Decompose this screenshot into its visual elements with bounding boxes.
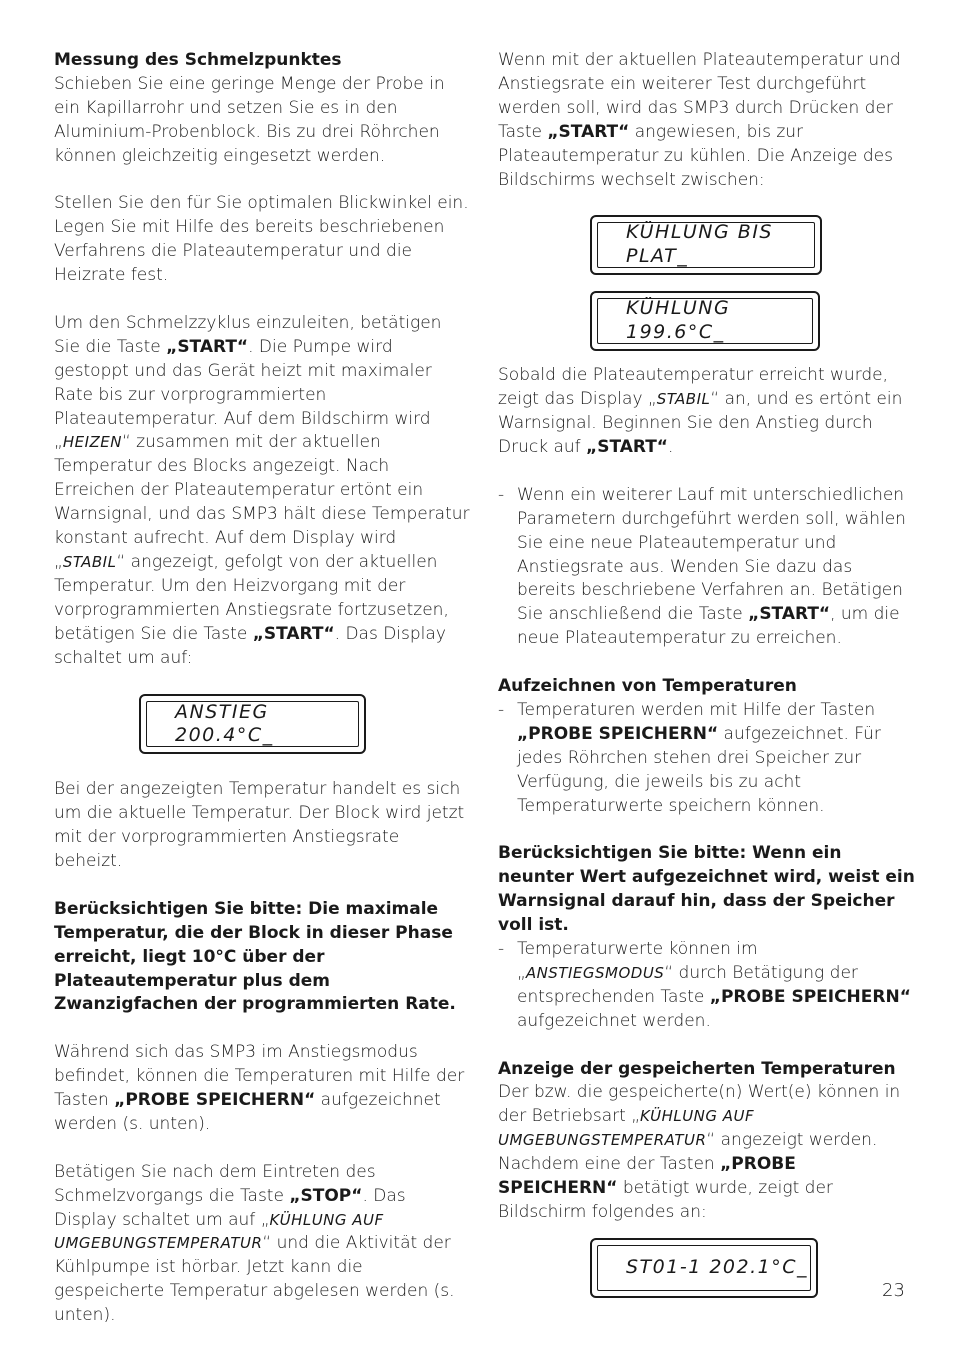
list-item-anstiegsmodus: [498, 938, 916, 1034]
paragraph-blickwinkel: Stellen Sie den für Sie optimalen Blickwinkel ein. Legen Sie mit Hilfe des bereits beschriebenen Verfahrens die Plateautemperatur und die Heizrate fest.: [54, 193, 469, 286]
display-term-anstiegsmodus: ANSTIEGSMODUS: [525, 963, 665, 982]
probe-speichern-key-label: „PROBE SPEICHERN“: [517, 723, 719, 744]
text: . Das Display schaltet um auf „: [54, 1185, 406, 1230]
section-heading-anzeige: Anzeige der gespeicherten Temperaturen: [498, 1058, 896, 1079]
text: . Die Pumpe wird gestoppt und das Gerät heizt mit maximaler Rate bis zur vorprogrammierten Plateautemperatur. Auf dem Bildschirm wird „: [54, 336, 432, 453]
text: . Das Display schaltet um auf:: [54, 623, 446, 668]
lcd-display-anstieg: [139, 694, 366, 754]
display-term-heizen: HEIZEN: [62, 433, 122, 452]
paragraph-stabil: [498, 364, 916, 460]
lcd-text: KÜHLUNG 199.6°C_: [597, 298, 813, 344]
display-term-stabil: STABIL: [62, 553, 117, 571]
text: Temperaturen werden mit Hilfe der Tasten: [517, 699, 876, 720]
start-key-label: „START“: [252, 623, 335, 644]
lcd-display-st01: [590, 1238, 818, 1298]
text: “ durch Betätigung der entsprechenden Taste: [517, 962, 858, 1007]
lcd-text: ST01-1 202.1°C_: [597, 1245, 811, 1291]
start-key-label: „START“: [547, 121, 630, 142]
probe-speichern-key-label: „PROBE SPEICHERN“: [114, 1090, 316, 1111]
right-column: [498, 49, 916, 1322]
display-term-kuehlung: KÜHLUNG AUF UMGEBUNGSTEMPERATUR: [54, 1210, 384, 1253]
paragraph-probe: Schieben Sie eine geringe Menge der Probe in ein Kapillarrohr und setzen Sie es in den Aluminium-Probenblock. Bis zu drei Röhrchen können gleichzeitig eingesetzt werden.: [54, 73, 445, 166]
left-column: [54, 49, 470, 1352]
display-term-stabil: STABIL: [656, 390, 711, 409]
text: Sobald die Plateautemperatur erreicht wurde, zeigt das Display „: [498, 365, 889, 410]
lcd-display-kuehlung-temp: [590, 291, 820, 351]
text: aufgezeichnet werden (s. unten).: [54, 1090, 441, 1134]
section-heading-schmelzpunkt: Messung des Schmelzpunktes: [54, 50, 342, 70]
lcd-text: KÜHLUNG BIS PLAT_: [597, 222, 815, 268]
text: Um den Schmelzzyklus einzuleiten, betätigen Sie die Taste: [54, 312, 442, 357]
text: angewiesen, bis zur Plateautemperatur zu kühlen. Die Anzeige des Bildschirms wechselt zwischen:: [498, 121, 893, 190]
warning-speicher-voll: Berücksichtigen Sie bitte: Wenn ein neunter Wert aufgezeichnet wird, weist ein Warnsignal darauf hin, dass der Speicher voll ist.: [498, 843, 915, 936]
list-item-aufzeichnen: [498, 699, 916, 819]
text: aufgezeichnet. Für jedes Röhrchen stehen drei Speicher zur Verfügung, die jeweils bis zu acht Temperaturwerte speichern können.: [517, 723, 881, 816]
text: “ zusammen mit der aktuellen Temperatur des Blocks angezeigt. Nach Erreichen der Plateautemperatur ertönt ein Warnsignal, und das SMP3 hält diese Temperatur konstant aufrecht. Auf dem Display wird „: [54, 432, 470, 572]
text: Der bzw. die gespeicherte(n) Wert(e) können in der Betriebsart „: [498, 1082, 901, 1127]
probe-speichern-key-label: „PROBE SPEICHERN“: [498, 1154, 796, 1199]
text: “ und die Aktivität der Kühlpumpe ist hörbar. Jetzt kann die gespeicherte Temperatur abgelesen werden (s. unten).: [54, 1233, 455, 1326]
text: Wenn mit der aktuellen Plateautemperatur und Anstiegsrate ein weiterer Test durchgeführt werden soll, wird das SMP3 durch Drücken der Taste: [498, 50, 901, 142]
page-number: 23: [882, 1280, 905, 1301]
text: Während sich das SMP3 im Anstiegsmodus befindet, können die Temperaturen mit Hilfe der Tasten: [54, 1042, 465, 1111]
paragraph-stop: [54, 1161, 470, 1328]
text: Betätigen Sie nach dem Eintreten des Schmelzvorgangs die Taste: [54, 1161, 376, 1206]
text: .: [667, 437, 674, 458]
lcd-text: ANSTIEG 200.4°C_: [146, 701, 359, 747]
paragraph-aktuelle-temperatur: Bei der angezeigten Temperatur handelt es sich um die aktuelle Temperatur. Der Block wird jetzt mit der vorprogrammierten Anstiegsrate beheizt.: [54, 779, 465, 872]
text: “ angezeigt, gefolgt von der aktuellen Temperatur. Um den Heizvorgang mit der vorprogrammierten Anstiegsrate fortzusetzen, betätigen Sie die Taste: [54, 552, 449, 644]
paragraph-anstiegsmodus: [54, 1041, 470, 1137]
lcd-display-kuehlung-plat: [590, 215, 822, 275]
text: betätigt wurde, zeigt der Bildschirm folgendes an:: [498, 1178, 833, 1222]
stop-key-label: „STOP“: [289, 1185, 363, 1206]
paragraph-gespeicherte-werte: [498, 1081, 916, 1224]
text: , um die neue Plateautemperatur zu erreichen.: [517, 604, 900, 649]
text: “ angezeigt werden. Nachdem eine der Tasten: [498, 1130, 878, 1175]
paragraph-weiterer-test: [498, 49, 916, 192]
start-key-label: „START“: [166, 336, 249, 357]
warning-max-temperatur: Berücksichtigen Sie bitte: Die maximale Temperatur, die der Block in dieser Phase erreicht, liegt 10°C über der Plateautemperatur plus dem Zwanzigfachen der programmierten Rate.: [54, 898, 456, 1015]
text: aufgezeichnet werden.: [517, 1010, 711, 1031]
display-term-kuehlung: KÜHLUNG AUF UMGEBUNGSTEMPERATUR: [498, 1107, 755, 1150]
start-key-label: „START“: [748, 604, 831, 625]
section-heading-aufzeichnen: Aufzeichnen von Temperaturen: [498, 676, 797, 697]
text: “ an, und es ertönt ein Warnsignal. Beginnen Sie den Anstieg durch Druck auf: [498, 389, 903, 458]
text: Wenn ein weiterer Lauf mit unterschiedlichen Parametern durchgeführt werden soll, wählen Sie eine neue Plateautemperatur und Anstiegsrate aus. Wenden Sie dazu das bereits beschriebene Verfahren an. Betätigen Sie anschließend die Taste: [517, 484, 906, 625]
list-item-weiterer-lauf: [498, 484, 916, 651]
paragraph-schmelzzyklus: [54, 312, 470, 671]
probe-speichern-key-label: „PROBE SPEICHERN“: [709, 986, 911, 1007]
text: Temperaturwerte können im „: [517, 939, 758, 983]
start-key-label: „START“: [586, 437, 668, 458]
